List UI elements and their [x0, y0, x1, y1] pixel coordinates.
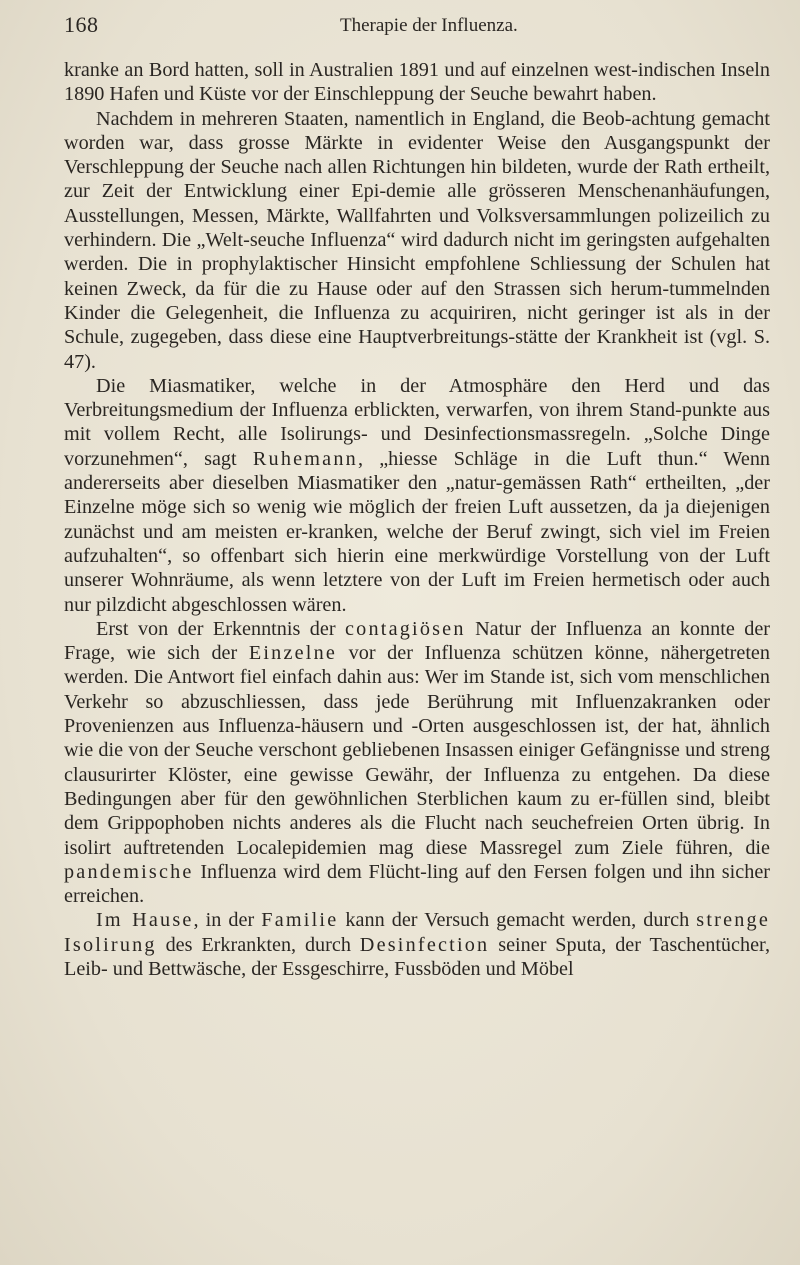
spaced-emphasis: strenge Isolirung	[64, 909, 770, 956]
text-run: seiner Sputa, der Taschentücher, Leib- und Bettwäsche, der Essgeschirre, Fussböden und Möbel	[64, 933, 770, 980]
text-run: Nachdem in mehreren Staaten, namentlich in England, die Beob-achtung gemacht worden war, dass grosse Märkte in evidenter Weise den Ausgangspunkt der Verschleppung der Seuche nach allen Richtungen hin bildeten, wurde der Rath ertheilt, zur Zeit der Entwicklung einer Epi-demie alle grösseren Menschenanhäufungen, Ausstellungen, Messen, Märkte, Wallfahrten und Volksversammlungen polizeilich zu verhindern. Die „Welt-seuche Influenza“ wird dadurch nicht im geringsten aufgehalten werden. Die in prophylaktischer Hinsicht empfohlene Schliessung der Schulen hat keinen Zweck, da für die zu Hause oder auf den Strassen sich herum-tummelnden Kinder die Gelegenheit, die Influenza zu acquiriren, nicht geringer ist als in der Schule, zugegeben, dass diese eine Hauptverbreitungs-stätte der Krankheit ist (vgl. S. 47).	[64, 107, 770, 373]
text-run: , „hiesse Schläge in die Luft thun.“ Wenn andererseits aber dieselben Miasmatiker den „natur-gemässen Rath“ ertheilten, „der Einzelne möge sich so wenig wie möglich der freien Luft aussetzen, da ja diejenigen zunächst und am meisten er-kranken, welche der Beruf zwingt, sich viel im Freien aufzuhalten“, so offenbart sich hierin eine merkwürdige Vorstellung von der Luft unserer Wohnräume, als wenn letztere von der Luft im Freien hermetisch oder auch nur pilzdicht abgeschlossen wären.	[64, 447, 771, 616]
paragraph	[64, 617, 770, 909]
page-number: 168	[64, 12, 99, 37]
text-run: Die Miasmatiker, welche in der Atmosphäre den Herd und das Verbreitungsmedium der Influenza erblickten, verwarfen, von ihrem Stand-punkte aus mit vollem Recht, alle Isolirungs- und Desinfectionsmassregeln. „Solche Dinge vorzunehmen“, sagt	[64, 374, 770, 470]
text-run: kann der Versuch gemacht werden, durch	[338, 909, 697, 932]
body-text	[64, 58, 770, 981]
spaced-emphasis: contagiösen	[345, 617, 466, 640]
spaced-emphasis: Einzelne	[248, 642, 338, 665]
text-run: des Erkrankten, durch	[156, 933, 360, 956]
running-head	[0, 12, 800, 42]
spaced-emphasis: Familie	[261, 909, 339, 932]
text-run: kranke an Bord hatten, soll in Australien 1891 und auf einzelnen west-indischen Inseln 1890 Hafen und Küste vor der Einschleppung der Seuche bewahrt haben.	[64, 59, 770, 106]
spaced-emphasis: Ruhemann	[252, 447, 358, 470]
text-run: Influenza wird dem Flücht-ling auf den Fersen folgen und ihn sicher erreichen.	[64, 860, 770, 908]
text-run: , in der	[193, 909, 262, 932]
paragraph	[64, 58, 770, 107]
spaced-emphasis: pandemische	[64, 860, 194, 883]
text-run: vor der Influenza schützen könne, nähergetreten werden. Die Antwort fiel einfach dahin aus: Wer im Stande ist, sich vom menschlichen Verkehr so abzuschliessen, dass jede Berührung mit Influenzakranken oder Provenienzen aus Influenza-häusern und -Orten ausgeschlossen ist, der hat, ähnlich wie die von der Seuche verschont gebliebenen Insassen einiger Gefängnisse und streng clausurirter Klöster, eine gewisse Gewähr, der Influenza zu entgehen. Da diese Bedingungen aber für den gewöhnlichen Sterblichen kaum zu er-füllen sind, bleibt dem Grippophoben nichts anderes als die Flucht nach seuchefreien Orten übrig. In isolirt auftretenden Localepidemien mag diese Massregel zum Ziele führen, die	[64, 642, 770, 859]
spaced-emphasis: Desinfection	[359, 933, 490, 956]
text-run: Natur der Influenza an konnte der Frage, wie sich der	[64, 617, 770, 665]
spaced-emphasis: Im Hause	[96, 909, 194, 932]
running-title: Therapie der Influenza.	[340, 15, 518, 36]
paragraph	[64, 374, 770, 617]
paragraph	[64, 908, 770, 981]
text-run: Erst von der Erkenntnis der	[96, 617, 346, 640]
paragraph	[64, 107, 770, 374]
